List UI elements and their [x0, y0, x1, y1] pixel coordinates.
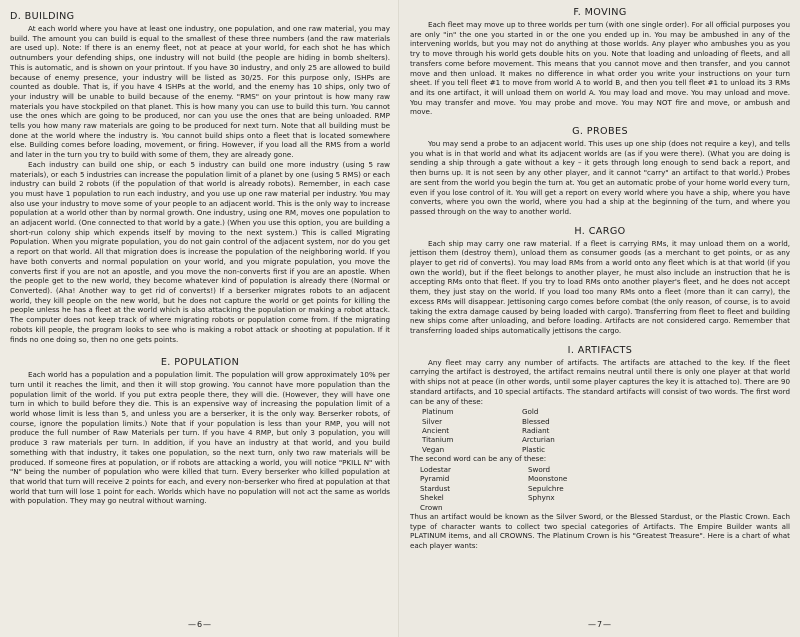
first-word: Blessed	[522, 416, 550, 426]
first-word: Platinum	[422, 407, 454, 417]
artifacts-outro: Thus an artifact would be known as the Silver Sword, or the Blessed Stardust, or the Plastic Crown. Each type of character wants to collect two special categories of Artifacts. The Empire Builder wants all PLATINUM items, and all CROWNS. The Platinum Crown is his "Greatest Treasure". Here is a chart of what each player wants:	[410, 511, 790, 551]
building-paragraph-1: At each world where you have at least one industry, one population, and one raw material, you may build. The amount you can build is equal to the smallest of these three numbers (and the raw materials are used up). Note: If there is an enemy fleet, not at peace at your world, for each shot he has which outnumbers your defending ships, one industry will not build (the people are hiding in bomb shelters). This is automatic, and is shown on your printout. If you have 30 industry, and only 25 are allowed to build because of enemy presence, your industry will be listed as 30/25. For this purpose only, ISHPs are counted as double. That is, if you have 4 ISHPs at the world, and the enemy has 10 ships, only two of your industry will be unable to build because of the enemy. "RMS" on your printout is how many raw materials you have stockpiled on that planet. This is how many you can use to build this turn. You cannot use the ones which are going to be produced, nor can you use the ones that are being unloaded. RMP tells you how many raw materials are going to be produced for next turn. Note that all building must be done at the world where the industry is. You cannot build ships onto a fleet that is located somewhere else. Building comes before loading, movement, or firing. However, if you load all the RMS from a world and later in the turn you try to build with some of them, they are already gone.	[10, 24, 390, 160]
first-word: Radiant	[522, 426, 550, 436]
first-word: Arcturian	[522, 435, 555, 445]
first-word: Titanium	[422, 435, 454, 445]
first-word: Gold	[522, 407, 539, 417]
second-word: Pyramid	[420, 474, 450, 484]
first-word-list	[422, 407, 790, 454]
second-word: Lodestar	[420, 464, 451, 474]
second-word-list	[420, 465, 790, 512]
page-number-right: —7—	[587, 620, 613, 629]
right-page	[400, 0, 800, 637]
building-heading: D. BUILDING	[10, 11, 75, 22]
first-word: Plastic	[522, 444, 546, 454]
probes-paragraph-1: You may send a probe to an adjacent world. This uses up one ship (does not require a key), and tells you what is in that world and what its adjacent worlds are (as if you were there). (What you are doing is sending a ship through a gate without a key – it gets through long enough to send back a report, and then burns up. It is not seen by any other player, and it cannot "carry" an artifact to that world.) Probes are sent from the world you begin the turn at. You get an automatic probe of your home world every turn, even if you lose control of it. You will get a report on every world where you have a ship, where you have converts, where you own the world, where you had a ship at the beginning of the turn, and where you passed through on the way to another world.	[410, 139, 790, 216]
population-paragraph-1: Each world has a population and a population limit. The population will grow approximately 10% per turn until it reaches the limit, and then it will stop growing. You cannot have more population than the population limit of the world. If you put extra people there, they will die. (However, they will have one turn in which to build before they die. This is an expensive way of increasing the population limit of a world whose limit is less than 5, and unless you are a berserker, it is the only way. Berserker robots, of course, ignore the population limits.) Note that if your population is less than your RMP, you will not produce the full number of Raw Materials per turn. If you have 4 RMP, but only 3 population, you will produce 3 raw materials per turn. In addition, if you have an industry at that world, and you build something with that industry, it takes one population, so the next turn, only two raw materials will be produced. If someone fires at population, or if robots are attacking a world, you will notice "PKILL N" with "N" being the number of population who were killed that turn. Every berserker who killed population at that world that turn will receive 2 points for each, and every non-berserker who fired at population at that world that turn will lose 1 point for each. Worlds which have no population will not act the same as worlds with population. They may go neutral without warning.	[10, 370, 390, 506]
second-word: Sphynx	[528, 493, 555, 503]
first-word: Silver	[422, 416, 443, 426]
first-word: Vegan	[422, 444, 445, 454]
moving-heading: F. MOVING	[573, 7, 627, 18]
cargo-paragraph-1: Each ship may carry one raw material. If a fleet is carrying RMs, it may unload them on a world, jettison them (destroy them), unload them as consumer goods (as a merchant to get points, or as any player to get rid of converts). You may load RMs from a world onto any fleet which is at that world (if you own the world), but if the fleet belongs to another player, he must also include an instruction that he is accepting RMs onto that fleet. If you try to load RMs onto another player's fleet, and he does not accept them, they just stay on the world. If you load too many RMs onto a fleet (more than it can carry), the excess RMs will disappear. Jettisoning cargo comes before combat (the only reason, of course, is to avoid taking the extra damage caused by being loaded with cargo). Transferring from fleet to fleet and building new ships come after unloading, and before loading. Artifacts are not considered cargo. Remember that transferring loaded ships automatically jettisons the cargo.	[410, 238, 790, 335]
moving-paragraph-1: Each fleet may move up to three worlds per turn (with one single order). For all official purposes you are only "in" the one you started in or the one you ended up in. You may be ambushed in any of the intervening worlds, but you may not do anything at those worlds. Any player who ambushes you as you try to move through his world gets double hits on you. Note that loading and unloading of fleets, and all transfers come before movement. This means that you cannot move and then transfer, and you cannot move and then unload. It makes no difference in what order you write your instructions on your turn sheet. If you tell fleet #1 to move from world A to world B, and then you tell fleet #1 to unload its 3 RMs and its one artifact, it will unload them on world A. You may load and move. You may unload and move. You may transfer and move. You may probe and move. You may NOT fire and move, or ambush and move.	[410, 20, 790, 117]
cargo-heading: H. CARGO	[574, 225, 626, 237]
second-word: Shekel	[420, 493, 444, 503]
first-word: Ancient	[422, 426, 450, 436]
second-word-label: The second word can be any of these:	[410, 454, 547, 464]
population-heading: E. POPULATION	[160, 357, 240, 369]
artifacts-heading: I. ARTIFACTS	[567, 344, 633, 356]
second-word: Sword	[528, 464, 551, 474]
building-paragraph-2: Each industry can build one ship, or each 5 industry can build one more industry (using 5 raw materials), or each 5 industries can increase the population limit of a planet by one (using 5 RMS) or each industry can build 2 robots (if the population of that world is already robots). Remember, in each case you must have 1 population to run each industry, and you use up one raw material per industry. You may also use your industry to move some of your people to an adjacent world. This is the only way to increase population at a world other than by normal growth. One industry, using one RM, moves one population to an adjacent world. (One connected to that world by a gate.) (When you use this option, you are building a short-run colony ship which expends itself by moving to the next system.) This is called Migrating Population. When you migrate population, you do not gain control of the adjacent system, nor do you get a report on that world. All that migration does is increase the population of the neighboring world. If you have both converts and normal population on your world, and you migrate population, you move the converts first if you are not an apostle, and you move the non-converts first if you are an apostle. When the people get to the new world, they become whatever kind of population is already there (Normal or Converted). (Aha! Another way to get rid of converts!) If a berserker migrates robots to an adjacent world, they kill people on the new world, but he does not capture the world or get points for killing the people unless he has a fleet at the world which is also attacking the population or making a robot attack. The computer does not keep track of where migrating robots or population come from. If the migrating robots kill people, the program looks to see who is making a robot attack or shooting at population. If it finds no one doing so, then no one gets points.	[10, 159, 390, 344]
second-word: Moonstone	[528, 474, 568, 484]
second-word: Crown	[420, 502, 443, 512]
second-word: Sepulchre	[528, 483, 564, 493]
artifacts-intro: Any fleet may carry any number of artifacts. The artifacts are attached to the key. If the fleet carrying the artifact is destroyed, the artifact remains neutral until there is only one player at that world with ships not at peace (in other words, until some player captures the key it is attached to). There are 90 standard artifacts, and 10 special artifacts. The standard artifacts will consist of two words. The first word can be any of these:	[410, 357, 790, 406]
second-word: Stardust	[420, 483, 451, 493]
probes-heading: G. PROBES	[572, 126, 628, 138]
page-number-left: —6—	[187, 620, 213, 629]
